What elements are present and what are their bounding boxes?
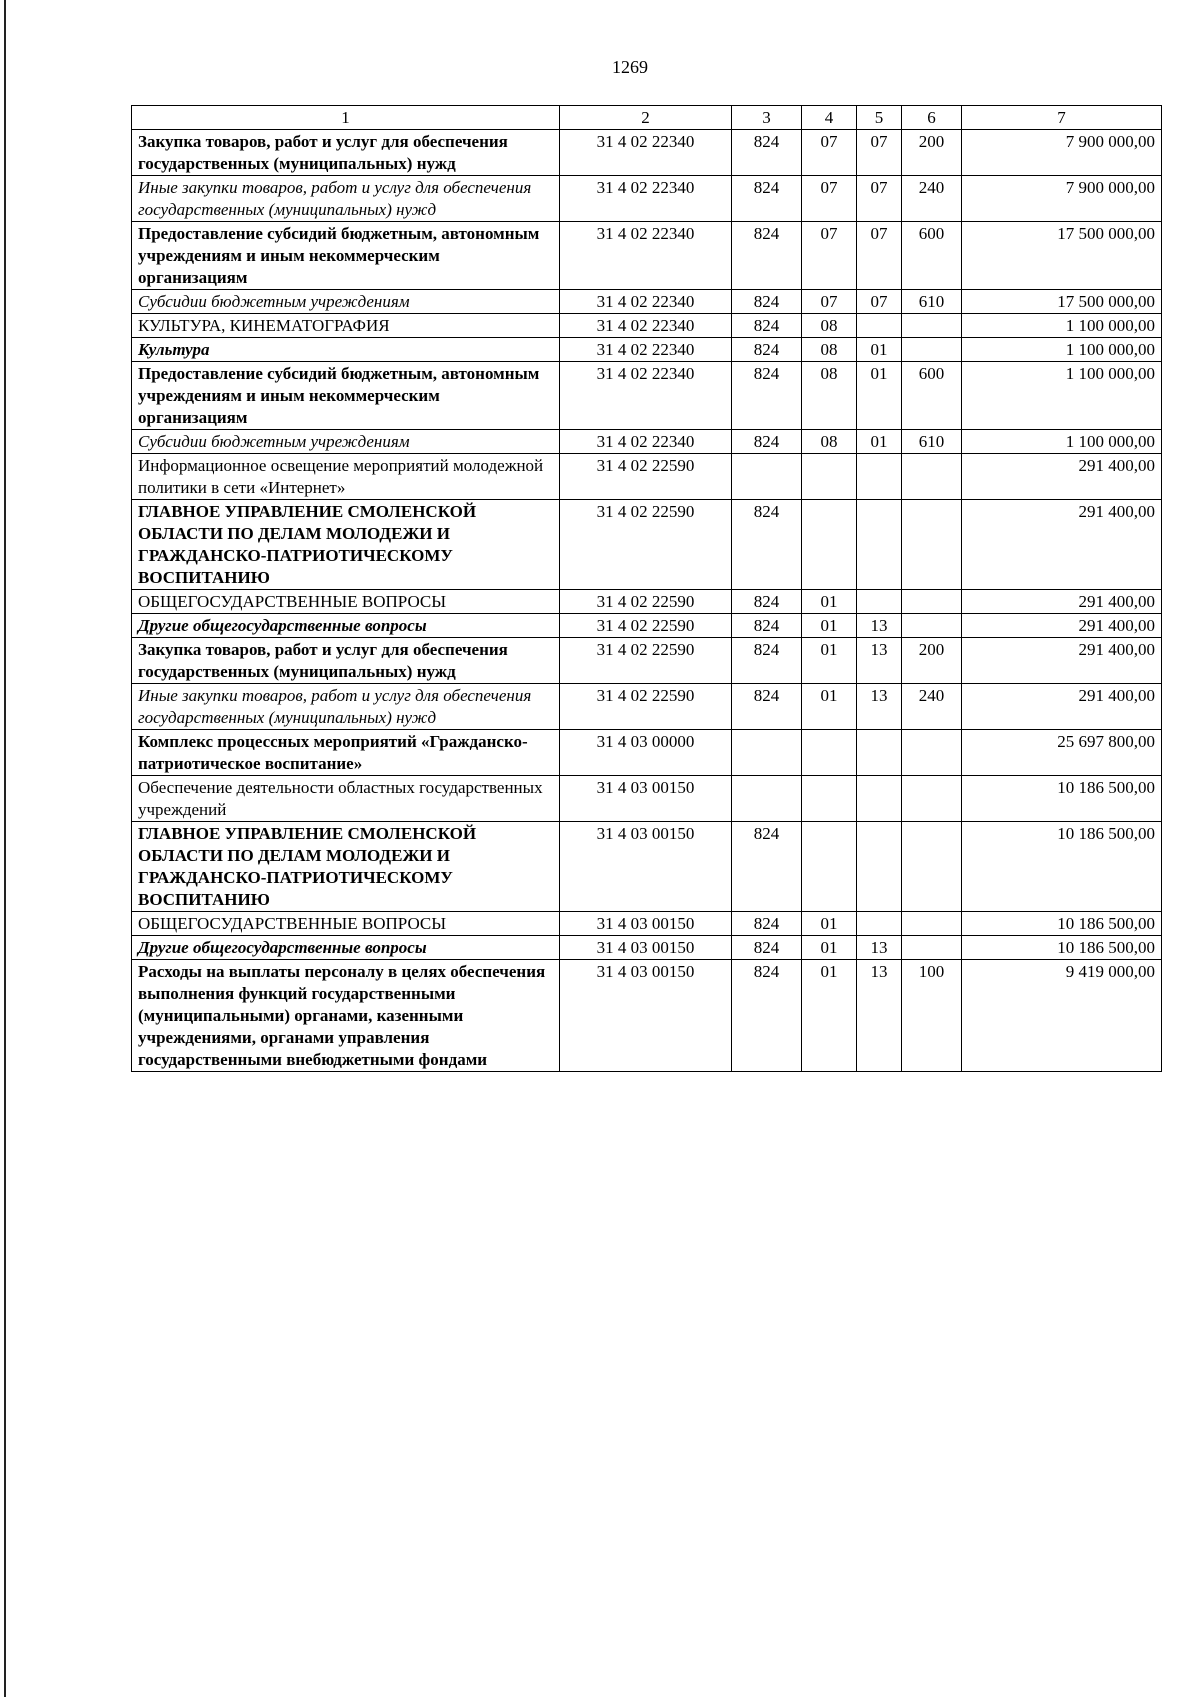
expense-type-cell xyxy=(902,614,962,638)
expense-type-cell xyxy=(902,730,962,776)
ministry-code-cell: 824 xyxy=(732,314,802,338)
expense-name-cell: Другие общегосударственные вопросы xyxy=(132,614,560,638)
ministry-code-cell: 824 xyxy=(732,684,802,730)
section-cell: 01 xyxy=(802,912,857,936)
expense-name-cell: Субсидии бюджетным учреждениям xyxy=(132,290,560,314)
amount-cell: 7 900 000,00 xyxy=(962,130,1162,176)
amount-cell: 9 419 000,00 xyxy=(962,960,1162,1072)
target-article-cell: 31 4 02 22590 xyxy=(560,590,732,614)
subsection-cell xyxy=(857,822,902,912)
ministry-code-cell: 824 xyxy=(732,130,802,176)
amount-cell: 17 500 000,00 xyxy=(962,290,1162,314)
header-cell: 7 xyxy=(962,106,1162,130)
amount-cell: 7 900 000,00 xyxy=(962,176,1162,222)
amount-cell: 10 186 500,00 xyxy=(962,776,1162,822)
expense-name-cell: Предоставление субсидий бюджетным, автономным учреждениям и иным некоммерческим организациям xyxy=(132,362,560,430)
ministry-code-cell: 824 xyxy=(732,912,802,936)
ministry-code-cell xyxy=(732,776,802,822)
ministry-code-cell: 824 xyxy=(732,338,802,362)
expense-type-cell: 600 xyxy=(902,362,962,430)
expense-type-cell: 610 xyxy=(902,290,962,314)
expense-type-cell: 200 xyxy=(902,638,962,684)
expense-name-cell: ГЛАВНОЕ УПРАВЛЕНИЕ СМОЛЕНСКОЙ ОБЛАСТИ ПО ДЕЛАМ МОЛОДЕЖИ И ГРАЖДАНСКО-ПАТРИОТИЧЕСКОМУ ВОСПИТАНИЮ xyxy=(132,500,560,590)
subsection-cell xyxy=(857,730,902,776)
amount-cell: 291 400,00 xyxy=(962,500,1162,590)
ministry-code-cell: 824 xyxy=(732,222,802,290)
ministry-code-cell: 824 xyxy=(732,430,802,454)
section-cell: 08 xyxy=(802,430,857,454)
section-cell xyxy=(802,730,857,776)
table-body xyxy=(132,106,1162,1072)
table-row xyxy=(132,776,1162,822)
section-cell: 01 xyxy=(802,614,857,638)
ministry-code-cell: 824 xyxy=(732,590,802,614)
amount-cell: 25 697 800,00 xyxy=(962,730,1162,776)
section-cell xyxy=(802,822,857,912)
ministry-code-cell: 824 xyxy=(732,290,802,314)
ministry-code-cell: 824 xyxy=(732,614,802,638)
expense-name-cell: ОБЩЕГОСУДАРСТВЕННЫЕ ВОПРОСЫ xyxy=(132,912,560,936)
page-number: 1269 xyxy=(612,57,648,77)
target-article-cell: 31 4 02 22340 xyxy=(560,362,732,430)
subsection-cell: 13 xyxy=(857,960,902,1072)
expense-name-cell: Иные закупки товаров, работ и услуг для обеспечения государственных (муниципальных) нужд xyxy=(132,176,560,222)
expense-type-cell xyxy=(902,500,962,590)
header-cell: 4 xyxy=(802,106,857,130)
expense-name-cell: Культура xyxy=(132,338,560,362)
table-row xyxy=(132,960,1162,1072)
subsection-cell: 07 xyxy=(857,130,902,176)
expense-type-cell: 100 xyxy=(902,960,962,1072)
subsection-cell xyxy=(857,590,902,614)
amount-cell: 10 186 500,00 xyxy=(962,912,1162,936)
section-cell: 08 xyxy=(802,314,857,338)
subsection-cell xyxy=(857,776,902,822)
target-article-cell: 31 4 02 22340 xyxy=(560,222,732,290)
section-cell xyxy=(802,454,857,500)
subsection-cell xyxy=(857,912,902,936)
subsection-cell: 13 xyxy=(857,684,902,730)
header-cell: 5 xyxy=(857,106,902,130)
target-article-cell: 31 4 03 00000 xyxy=(560,730,732,776)
target-article-cell: 31 4 03 00150 xyxy=(560,822,732,912)
section-cell: 01 xyxy=(802,684,857,730)
amount-cell: 10 186 500,00 xyxy=(962,936,1162,960)
amount-cell: 291 400,00 xyxy=(962,684,1162,730)
expense-type-cell: 610 xyxy=(902,430,962,454)
subsection-cell xyxy=(857,314,902,338)
section-cell: 07 xyxy=(802,176,857,222)
table-row xyxy=(132,362,1162,430)
target-article-cell: 31 4 02 22340 xyxy=(560,130,732,176)
target-article-cell: 31 4 02 22340 xyxy=(560,430,732,454)
table-row xyxy=(132,338,1162,362)
section-cell: 01 xyxy=(802,936,857,960)
table-row xyxy=(132,822,1162,912)
target-article-cell: 31 4 02 22340 xyxy=(560,176,732,222)
table-row xyxy=(132,614,1162,638)
expense-type-cell xyxy=(902,314,962,338)
header-row xyxy=(132,106,1162,130)
ministry-code-cell: 824 xyxy=(732,362,802,430)
amount-cell: 291 400,00 xyxy=(962,590,1162,614)
section-cell: 07 xyxy=(802,130,857,176)
expense-name-cell: Закупка товаров, работ и услуг для обеспечения государственных (муниципальных) нужд xyxy=(132,638,560,684)
ministry-code-cell: 824 xyxy=(732,176,802,222)
ministry-code-cell: 824 xyxy=(732,638,802,684)
expense-name-cell: ГЛАВНОЕ УПРАВЛЕНИЕ СМОЛЕНСКОЙ ОБЛАСТИ ПО ДЕЛАМ МОЛОДЕЖИ И ГРАЖДАНСКО-ПАТРИОТИЧЕСКОМУ ВОСПИТАНИЮ xyxy=(132,822,560,912)
section-cell: 08 xyxy=(802,362,857,430)
ministry-code-cell xyxy=(732,454,802,500)
subsection-cell xyxy=(857,454,902,500)
ministry-code-cell: 824 xyxy=(732,500,802,590)
ministry-code-cell: 824 xyxy=(732,822,802,912)
expense-type-cell: 200 xyxy=(902,130,962,176)
expense-type-cell xyxy=(902,912,962,936)
table-row xyxy=(132,638,1162,684)
expense-name-cell: Другие общегосударственные вопросы xyxy=(132,936,560,960)
amount-cell: 291 400,00 xyxy=(962,638,1162,684)
page-edge-line xyxy=(4,0,6,1697)
header-cell: 1 xyxy=(132,106,560,130)
target-article-cell: 31 4 02 22590 xyxy=(560,500,732,590)
table-row xyxy=(132,590,1162,614)
table-row xyxy=(132,222,1162,290)
expense-type-cell xyxy=(902,936,962,960)
target-article-cell: 31 4 02 22590 xyxy=(560,454,732,500)
expense-type-cell: 240 xyxy=(902,176,962,222)
table-row xyxy=(132,936,1162,960)
target-article-cell: 31 4 03 00150 xyxy=(560,912,732,936)
header-cell: 6 xyxy=(902,106,962,130)
subsection-cell: 01 xyxy=(857,338,902,362)
table-row xyxy=(132,314,1162,338)
section-cell: 07 xyxy=(802,290,857,314)
expense-name-cell: Закупка товаров, работ и услуг для обеспечения государственных (муниципальных) нужд xyxy=(132,130,560,176)
expense-type-cell: 240 xyxy=(902,684,962,730)
section-cell: 07 xyxy=(802,222,857,290)
expense-name-cell: Субсидии бюджетным учреждениям xyxy=(132,430,560,454)
subsection-cell: 01 xyxy=(857,430,902,454)
expense-type-cell: 600 xyxy=(902,222,962,290)
table-row xyxy=(132,454,1162,500)
ministry-code-cell xyxy=(732,730,802,776)
section-cell xyxy=(802,500,857,590)
expense-name-cell: Предоставление субсидий бюджетным, автономным учреждениям и иным некоммерческим организациям xyxy=(132,222,560,290)
target-article-cell: 31 4 02 22340 xyxy=(560,314,732,338)
section-cell: 01 xyxy=(802,590,857,614)
table-row xyxy=(132,130,1162,176)
expense-name-cell: Иные закупки товаров, работ и услуг для обеспечения государственных (муниципальных) нужд xyxy=(132,684,560,730)
expense-name-cell: Комплекс процессных мероприятий «Гражданско-патриотическое воспитание» xyxy=(132,730,560,776)
amount-cell: 1 100 000,00 xyxy=(962,430,1162,454)
expense-name-cell: Обеспечение деятельности областных государственных учреждений xyxy=(132,776,560,822)
expense-type-cell xyxy=(902,454,962,500)
subsection-cell: 13 xyxy=(857,638,902,684)
section-cell: 01 xyxy=(802,638,857,684)
expense-name-cell: Информационное освещение мероприятий молодежной политики в сети «Интернет» xyxy=(132,454,560,500)
section-cell xyxy=(802,776,857,822)
expense-type-cell xyxy=(902,338,962,362)
amount-cell: 1 100 000,00 xyxy=(962,338,1162,362)
target-article-cell: 31 4 03 00150 xyxy=(560,776,732,822)
section-cell: 01 xyxy=(802,960,857,1072)
subsection-cell: 13 xyxy=(857,614,902,638)
target-article-cell: 31 4 02 22590 xyxy=(560,638,732,684)
expense-name-cell: КУЛЬТУРА, КИНЕМАТОГРАФИЯ xyxy=(132,314,560,338)
table-row xyxy=(132,730,1162,776)
table-row xyxy=(132,430,1162,454)
target-article-cell: 31 4 02 22590 xyxy=(560,614,732,638)
target-article-cell: 31 4 03 00150 xyxy=(560,936,732,960)
budget-table xyxy=(131,105,1162,1072)
amount-cell: 1 100 000,00 xyxy=(962,362,1162,430)
header-cell: 3 xyxy=(732,106,802,130)
table-row xyxy=(132,912,1162,936)
subsection-cell: 07 xyxy=(857,176,902,222)
target-article-cell: 31 4 02 22340 xyxy=(560,290,732,314)
subsection-cell: 13 xyxy=(857,936,902,960)
expense-name-cell: ОБЩЕГОСУДАРСТВЕННЫЕ ВОПРОСЫ xyxy=(132,590,560,614)
subsection-cell: 01 xyxy=(857,362,902,430)
amount-cell: 10 186 500,00 xyxy=(962,822,1162,912)
amount-cell: 291 400,00 xyxy=(962,614,1162,638)
subsection-cell xyxy=(857,500,902,590)
target-article-cell: 31 4 03 00150 xyxy=(560,960,732,1072)
table-row xyxy=(132,290,1162,314)
expense-type-cell xyxy=(902,822,962,912)
ministry-code-cell: 824 xyxy=(732,936,802,960)
table-row xyxy=(132,176,1162,222)
subsection-cell: 07 xyxy=(857,290,902,314)
table-row xyxy=(132,500,1162,590)
expense-type-cell xyxy=(902,776,962,822)
table-row xyxy=(132,684,1162,730)
section-cell: 08 xyxy=(802,338,857,362)
header-cell: 2 xyxy=(560,106,732,130)
amount-cell: 1 100 000,00 xyxy=(962,314,1162,338)
amount-cell: 17 500 000,00 xyxy=(962,222,1162,290)
target-article-cell: 31 4 02 22590 xyxy=(560,684,732,730)
amount-cell: 291 400,00 xyxy=(962,454,1162,500)
expense-type-cell xyxy=(902,590,962,614)
ministry-code-cell: 824 xyxy=(732,960,802,1072)
target-article-cell: 31 4 02 22340 xyxy=(560,338,732,362)
expense-name-cell: Расходы на выплаты персоналу в целях обеспечения выполнения функций государственными (муниципальными) органами, казенными учреждениями, органами управления государственными внебюджетными фондами xyxy=(132,960,560,1072)
subsection-cell: 07 xyxy=(857,222,902,290)
